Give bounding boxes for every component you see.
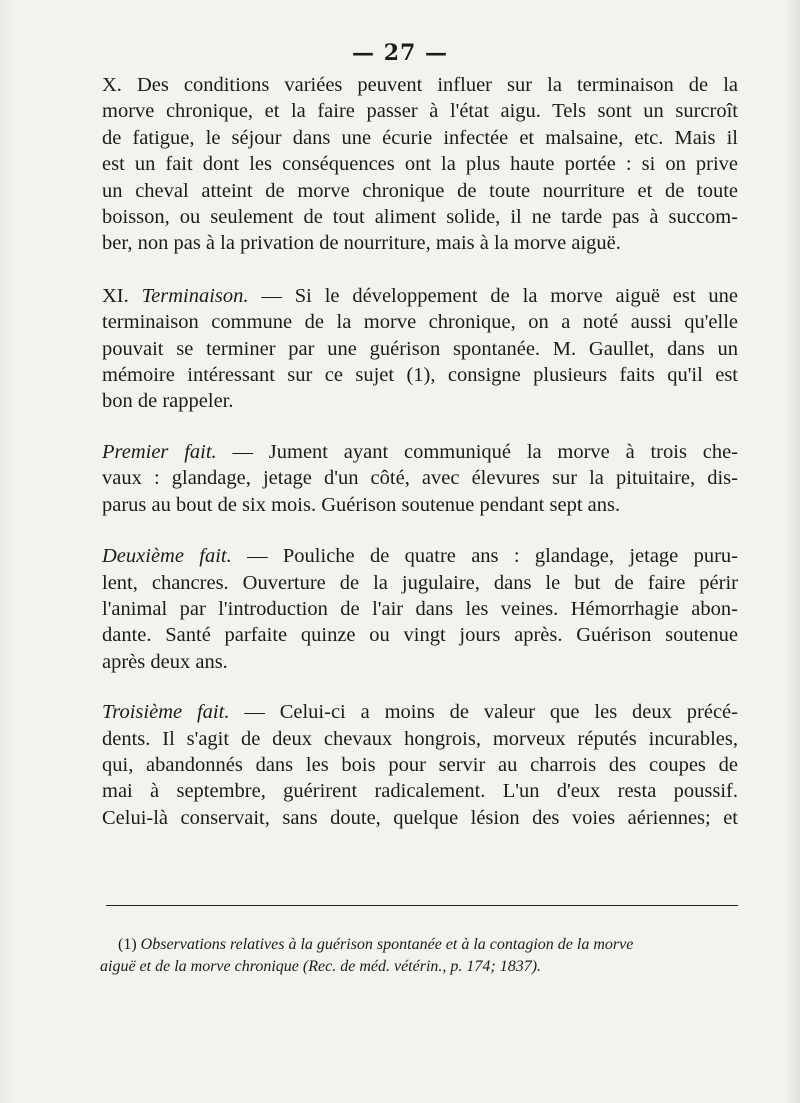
text-line: X. Des conditions variées peuvent influer sur la terminaison de la (102, 74, 738, 96)
text-line: morve chronique, et la faire passer à l'état aigu. Tels sont un surcroît (102, 100, 738, 123)
text-line: parus au bout de six mois. Guérison soutenue pendant sept ans. (102, 493, 621, 516)
text-line: vaux : glandage, jetage d'un côté, avec élevures sur la pituitaire, dis- (102, 467, 738, 490)
section-label: Troisième fait. (102, 701, 230, 724)
text-line: ber, non pas à la privation de nourriture, mais à la morve aiguë. (102, 232, 621, 255)
footnote-line: aiguë et de la morve chronique (Rec. de méd. vétérin., p. 174; 1837). (100, 958, 542, 975)
text-line: pouvait se terminer par une guérison spontanée. M. Gaullet, dans un (102, 337, 738, 360)
text-line: après deux ans. (102, 650, 228, 673)
paragraph-troisieme-fait (102, 699, 738, 831)
text-line: est un fait dont les conséquences ont la plus haute portée : si on prive (102, 153, 738, 176)
text-line-with-label: Troisième fait. — Celui-ci a moins de valeur que les deux précé- (102, 701, 738, 724)
section-label: Deuxième fait. (102, 545, 232, 568)
text-line: un cheval atteint de morve chronique de toute nourriture et de toute (102, 179, 738, 202)
text-line: l'animal par l'introduction de l'air dans les veines. Hémorrhagie abon- (102, 597, 738, 620)
page-number: — 27 — (352, 40, 448, 66)
text-line: dents. Il s'agit de deux chevaux hongrois, morveux réputés incurables, (102, 727, 738, 750)
text-line: qui, abandonnés dans les bois pour servir au charrois des coupes de (102, 753, 738, 776)
paragraph-premier-fait (102, 439, 738, 518)
text-line: boisson, ou seulement de tout aliment solide, il ne tarde pas à succom- (102, 206, 738, 229)
paragraph-xi-terminaison (102, 283, 738, 415)
footnote-mark: (1) (118, 936, 137, 953)
footnote-divider (106, 905, 738, 906)
text-line: dante. Santé parfaite quinze ou vingt jours après. Guérison soutenue (102, 624, 738, 647)
paragraph-deuxieme-fait (102, 543, 738, 675)
text-line: terminaison commune de la morve chronique, on a noté aussi qu'elle (102, 311, 738, 334)
text-line-with-label: Deuxième fait. — Pouliche de quatre ans : glandage, jetage puru- (102, 545, 738, 568)
text-line: mémoire intéressant sur ce sujet (1), consigne plusieurs faits qu'il est (102, 364, 738, 387)
text-line-with-label: XI. Terminaison. — Si le développement de la morve aiguë est une (102, 284, 738, 307)
paragraph-x (102, 72, 738, 257)
body-text (102, 72, 738, 831)
text-line: de fatigue, le séjour dans une écurie infectée et malsaine, etc. Mais il (102, 126, 738, 149)
section-label: Terminaison. (141, 284, 249, 307)
footnote-line (100, 934, 740, 956)
section-label: Premier fait. (102, 440, 217, 463)
text-line: bon de rappeler. (102, 390, 234, 413)
footnote (100, 934, 740, 978)
text-line: mai à septembre, guérirent radicalement. L'un d'eux resta poussif. (102, 780, 738, 803)
text-line: lent, chancres. Ouverture de la jugulaire, dans le but de faire périr (102, 571, 738, 594)
text-line-with-label: Premier fait. — Jument ayant communiqué la morve à trois che- (102, 440, 738, 463)
text-line: Celui-là conservait, sans doute, quelque lésion des voies aériennes; et (102, 806, 738, 829)
footnote-text: Observations relatives à la guérison spontanée et à la contagion de la morve (140, 936, 634, 953)
